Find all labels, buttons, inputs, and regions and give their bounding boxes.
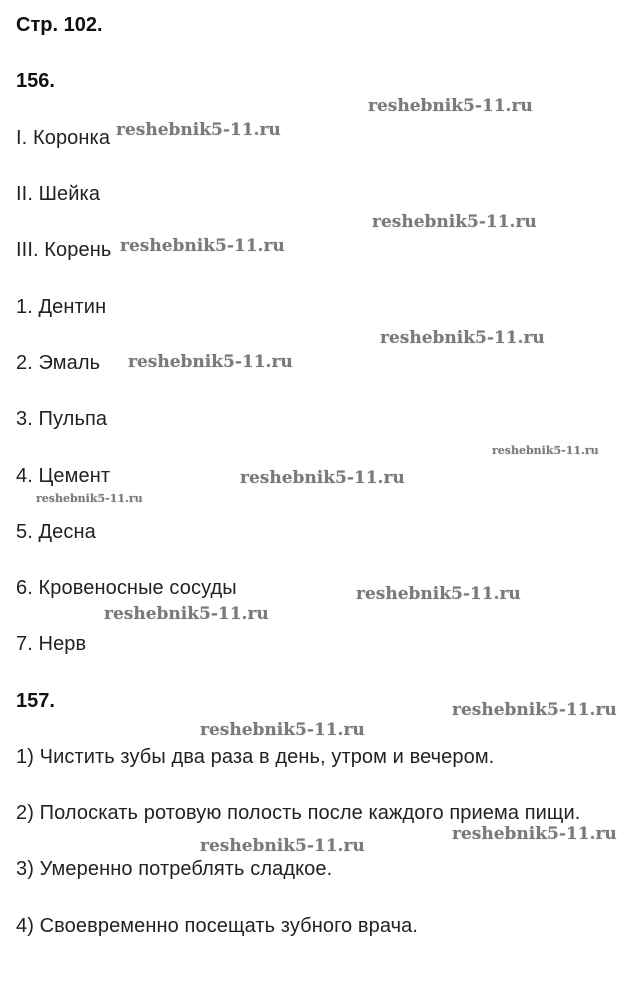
list-item: 2. Эмаль bbox=[16, 352, 101, 374]
list-item: 7. Нерв bbox=[16, 633, 87, 655]
watermark: reshebnik5-11.ru bbox=[128, 352, 293, 372]
watermark: reshebnik5-11.ru bbox=[200, 720, 365, 740]
list-item: 1. Дентин bbox=[16, 296, 107, 318]
list-item: 6. Кровеносные сосуды bbox=[16, 577, 237, 599]
list-item: I. Коронка bbox=[16, 127, 111, 149]
watermark: reshebnik5-11.ru bbox=[200, 836, 365, 856]
list-item: 5. Десна bbox=[16, 521, 96, 543]
task-156-number: 156. bbox=[16, 70, 55, 92]
list-item: 1) Чистить зубы два раза в день, утром и вечером. bbox=[16, 746, 495, 768]
watermark: reshebnik5-11.ru bbox=[116, 120, 281, 140]
watermark: reshebnik5-11.ru bbox=[356, 584, 521, 604]
watermark: reshebnik5-11.ru bbox=[368, 96, 533, 116]
list-item: 4) Своевременно посещать зубного врача. bbox=[16, 915, 419, 937]
watermark: reshebnik5-11.ru bbox=[240, 468, 405, 488]
watermark: reshebnik5-11.ru bbox=[372, 212, 537, 232]
list-item: III. Корень bbox=[16, 239, 112, 261]
list-item: 3. Пульпа bbox=[16, 408, 108, 430]
page-header: Стр. 102. bbox=[16, 14, 103, 36]
list-item: 3) Умеренно потреблять сладкое. bbox=[16, 858, 333, 880]
watermark: reshebnik5-11.ru bbox=[380, 328, 545, 348]
watermark: reshebnik5-11.ru bbox=[120, 236, 285, 256]
watermark: reshebnik5-11.ru bbox=[104, 604, 269, 624]
watermark: reshebnik5-11.ru bbox=[36, 492, 143, 505]
list-item: 2) Полоскать ротовую полость после каждого приема пищи. bbox=[16, 802, 581, 824]
watermark: reshebnik5-11.ru bbox=[452, 700, 617, 720]
list-item: II. Шейка bbox=[16, 183, 101, 205]
watermark: reshebnik5-11.ru bbox=[452, 824, 617, 844]
watermark: reshebnik5-11.ru bbox=[492, 444, 599, 457]
task-157-number: 157. bbox=[16, 690, 55, 712]
list-item: 4. Цемент bbox=[16, 465, 111, 487]
